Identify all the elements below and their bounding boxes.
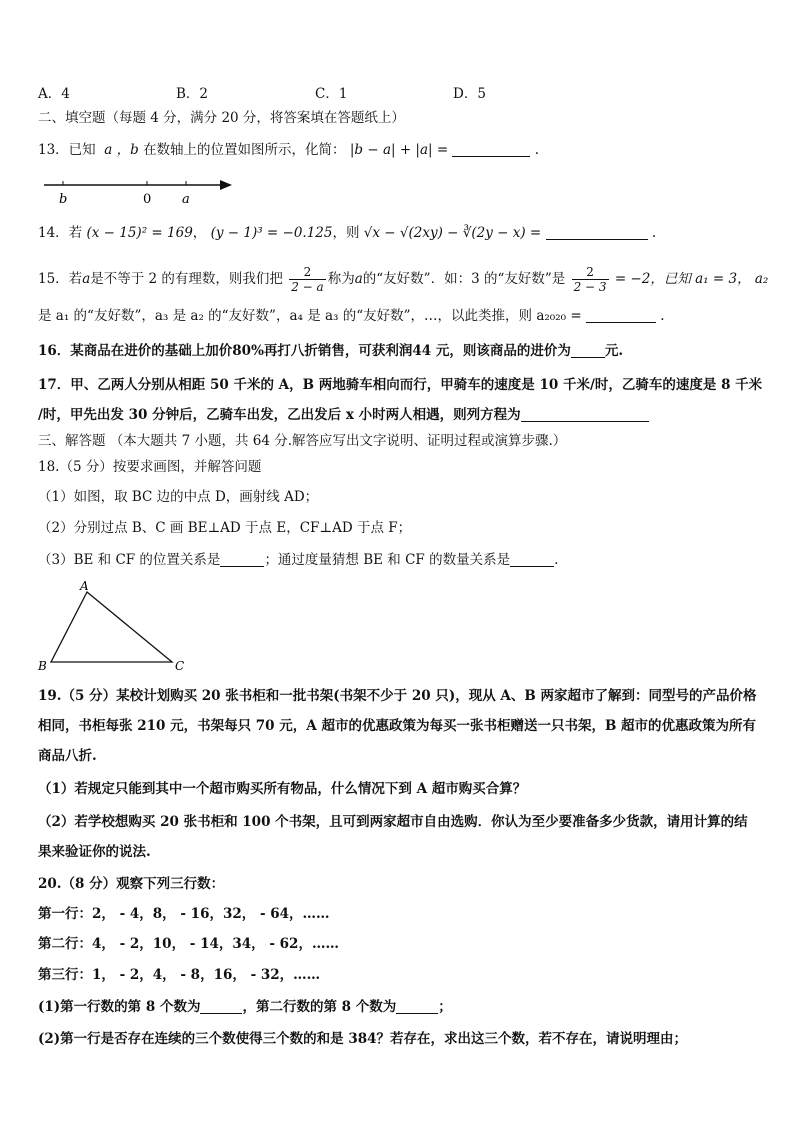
q15-frac1-num: 2 [289,265,325,280]
q18-blank-position[interactable] [220,552,264,567]
q18-p3-text-a: （3）BE 和 CF 的位置关系是 [38,552,221,568]
section-3-heading: 三、解答题 （本大题共 7 小题，共 64 分.解答应写出文字说明、证明过程或演算步骤.） [38,433,567,449]
question-20-part-2: (2)第一行是否存在连续的三个数使得三个数的和是 384？若存在，求出这三个数，若不存在，请说明理由； [38,1031,688,1047]
question-14: 14．若 (x − 15)² = 169， (y − 1)³ = −0.125，则 √x − √(2xy) − ∛(2y − x) = . [38,225,657,241]
question-19-line-2: 相同，书柜每张 210 元，书架每只 70 元，A 超市的优惠政策为每买一张书柜赠送一只书架，B 超市的优惠政策为所有 [38,718,757,734]
vertex-label-a: A [80,579,89,593]
q15-text-e: = −2，已知 [614,271,691,287]
question-20-title: 20.（8 分）观察下列三行数： [38,876,225,892]
question-20-row-1: 第一行：2， - 4，8， - 16，32， - 64，…… [38,906,330,922]
q15-frac2-num: 2 [572,265,609,280]
axis-label-a: a [182,192,190,207]
q18-blank-quantity[interactable] [510,552,554,567]
q16-text: 16．某商品在进价的基础上加价80%再打八折销售，可获利润44 元，则该商品的进价为 [38,343,571,359]
question-20-row-2: 第二行：4， - 2，10， - 14，34， - 62，…… [38,936,339,952]
triangle-figure [34,578,194,674]
q13-lead: 13．已知 [38,142,96,158]
q15-text-c: 称为 [327,271,355,287]
axis-label-b: b [59,192,68,207]
q20-blank-row2[interactable] [396,999,438,1014]
question-18-part-3 [38,550,758,570]
option-d: D．5 [453,86,486,102]
vertex-label-b: B [38,659,47,673]
q15-text-b: 是不等于 2 的有理数，则我们把 [90,271,283,287]
option-c: C．1 [315,86,348,102]
question-15-line-2 [38,306,758,326]
q18-p3-end: . [554,552,559,568]
q15-frac2-den: 2 − 3 [573,280,607,294]
question-18-part-1: （1）如图，取 BC 边的中点 D，画射线 AD； [38,489,319,505]
question-19-part-2-line-2: 果来验证你的说法. [38,844,151,860]
question-17-line-1: 17．甲、乙两人分别从相距 50 千米的 A，B 两地骑车相向而行，甲骑车的速度是 10 千米/时，乙骑车的速度是 8 千米 [38,377,763,393]
q20-p1-text-b: ，第二行数的第 8 个数为 [242,999,397,1015]
q14-answer-blank[interactable] [546,225,648,240]
question-20-row-3: 第三行：1， - 2，4， - 8，16， - 32，…… [38,967,321,983]
q17-line2-text: /时，甲先出发 30 分钟后，乙骑车出发，乙出发后 x 小时两人相遇，则列方程为 [38,407,521,423]
triangle-abc [51,592,172,662]
vertex-label-c: C [175,659,185,673]
q15-text-g: a₂ [754,271,769,287]
q16-end: 元. [604,343,624,359]
question-20-part-1 [38,997,758,1017]
q14-lead: 14．若 [38,225,83,241]
q13-answer-blank[interactable] [452,142,530,157]
q15-frac1-den: 2 − a [291,280,324,294]
number-line [40,175,240,207]
q13-mid: 在数轴上的位置如图所示，化简： [143,142,346,158]
question-19-line-1: 19.（5 分）某校计划购买 20 张书柜和一批书架(书架不少于 20 只)，现从 A、B 两家超市了解到：同型号的产品价格 [38,688,757,704]
question-18-part-2: （2）分别过点 B、C 画 BE⊥AD 于点 E，CF⊥AD 于点 F； [38,520,412,536]
q13-expression: |b − a| + |a| = [349,142,449,158]
q14-mid: ，则 [332,225,360,241]
question-15-line-1: 15．若a是不等于 2 的有理数，则我们把 $\frac{2}{2 - a}$ 称为a的“友好数”．如：3 的“友好数”是 $\frac{2}{2 - 3}$ = −2，已知 a₁ = 3， a₂ [38,265,769,294]
answer-options [38,82,538,102]
q14-eq1: (x − 15)² = 169 [86,225,193,241]
q15-fraction-2 [572,265,609,294]
q15-text-d: 的“友好数”．如：3 的“友好数”是 [362,271,566,287]
q20-p1-end: ； [438,999,452,1015]
option-b: B．2 [176,86,209,102]
q15-fraction-1 [289,265,325,294]
question-19-part-2-line-1: （2）若学校想购买 20 张书柜和 100 个书架，且可到两家超市自由选购．你认为至少要准备多少货款，请用计算的结 [38,814,748,830]
q16-answer-blank[interactable] [571,343,605,358]
question-13: 13．已知 a ，b 在数轴上的位置如图所示，化简： |b − a| + |a| = . [38,142,540,158]
question-17-line-2 [38,405,758,425]
q18-p3-text-b: ；通过度量猜想 BE 和 CF 的数量关系是 [264,552,511,568]
section-2-heading: 二、填空题（每题 4 分，满分 20 分，将答案填在答题纸上） [38,110,405,126]
question-18-title: 18.（5 分）按要求画图，并解答问题 [38,459,262,475]
q15-answer-blank[interactable] [586,308,656,323]
q17-answer-blank[interactable] [521,407,649,422]
q20-blank-row1[interactable] [200,999,242,1014]
q14-expression: √x − √(2xy) − ∛(2y − x) = [363,225,542,241]
question-16 [38,341,758,361]
q14-end: . [651,225,657,241]
q15-line2-text: 是 a₁ 的“友好数”，a₃ 是 a₂ 的“友好数”，a₄ 是 a₃ 的“友好数”，…，以此类推，则 a₂₀₂₀ = [38,308,582,324]
arrow-icon [220,180,232,190]
q14-eq2: (y − 1)³ = −0.125 [210,225,333,241]
question-19-part-1: （1）若规定只能到其中一个超市购买所有物品，什么情况下到 A 超市购买合算？ [38,781,527,797]
q15-end: . [660,308,665,324]
question-19-line-3: 商品八折. [38,748,97,764]
q13-end: . [534,142,540,158]
option-a: A．4 [38,86,70,102]
q15-text-f: a₁ = 3， [695,271,751,287]
axis-label-zero: 0 [143,192,152,207]
q15-lead: 15．若 [38,271,83,287]
q20-p1-text-a: (1)第一行数的第 8 个数为 [38,999,201,1015]
